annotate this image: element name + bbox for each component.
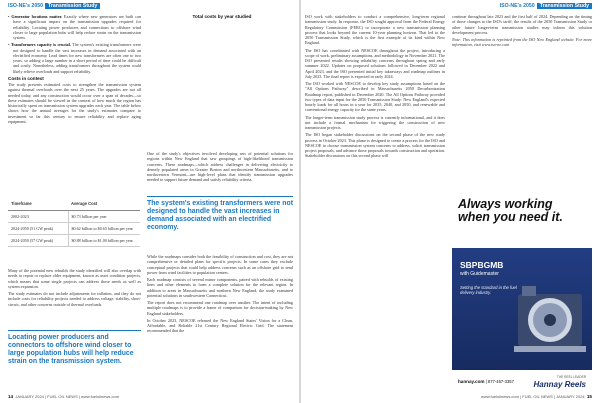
left-column (8, 14, 141, 126)
table-cell: 2024-2050 (57 GW peak) (8, 235, 68, 247)
paragraph: While the roadmaps consider both the feasibility of construction and cost, they are not comprehensive or detailed plans for specific projects. In some cases they exclude conceptual projects that could help address concerns such as an offshore grid to send power from wind facilities to population centers. (147, 254, 293, 275)
middle-column-continued (147, 254, 293, 336)
hannay-reels-advertisement[interactable] (452, 190, 592, 392)
right-column (305, 14, 445, 161)
right-column-2 (452, 14, 592, 50)
table-cell: 2002-2023 (8, 211, 68, 223)
left-column-continued (8, 268, 141, 309)
total-costs-chart (147, 21, 293, 148)
pull-quote-middle: The system's existing transformers were not designed to handle the vast increases in demand associated with an electrified economy. (147, 196, 293, 232)
paragraph: The longer-term transmission study process is currently informational, and it does not include a formal mechanism for triggering the construction of new transmission projects. (305, 114, 445, 130)
running-header-right: ISO-NE's 2050 Transmission Study (500, 3, 592, 9)
table-row (8, 235, 140, 247)
bullet-generator-locations: • Generator locations matter. Exactly where new generators are built can have a significant impact on the transmission upgrades required for reliability. Locating power producers and connections to offshore wind closer to large population hubs will help reduce strain on the transmission system. (8, 14, 141, 40)
ad-contact[interactable]: hannay.com | 877-467-3357 (458, 378, 514, 384)
paragraph: continue throughout late 2023 and the first half of 2024. Depending on the timing of those changes to the ISO's tariff, the results of the 2050 Transmission Study or other future longer-term transmission studies may inform this solution development process. (452, 14, 592, 35)
paragraph: The study estimates do not include adjustments for inflation, and they do not include costs for reliability projects needed to address voltage, stability, short-circuit, and other concerns outside of thermal overloads. (8, 291, 141, 307)
note: Note: This information is reprinted from the ISO New England website. For more information, visit www.iso-ne.com (452, 37, 592, 48)
ad-model: SBPBGMB (460, 260, 504, 270)
bullet-transformers: • Transformers capacity is crucial. The system's existing transformers were not designed to handle the vast increases in demand associated with an electrified economy. Lead times for new transformers are often one to two years, so adding a large number in a short period of time could be difficult and costly. Nonetheless, adding transformers throughout the system could likely relieve overloads and support reliability. (8, 42, 141, 74)
paragraph: In October 2023, NESCOE released the New England States' Vision for a Clean, Affordable, and Reliable 21st Century Regional Electric Grid. The statement recommended that the (147, 317, 293, 334)
paragraph: ISO work with stakeholders to conduct a comprehensive, long-term regional transmission study. In response, the ISO sought approval from the Federal Energy Regulatory Commission (FERC) to incorporate a new transmission planning process that looks beyond the current 10-year planning horizon. That led to the 2050 Transmission Study, which is the first example of its kind within New England. (305, 14, 445, 46)
hose-reel-image (512, 276, 588, 366)
footer-right: www.fueloilnews.com | FUEL OIL NEWS | JANUARY 2024 15 (480, 394, 592, 399)
hannay-logo: THE REEL LEADER Hannay Reels (533, 375, 586, 389)
paragraph: The ISO worked with NESCOE to develop key study assumptions based on the "All Options Pathway" described in Massachusetts 2050 Decarbonization Roadmap report, published in December 2020. The All Options Pathway provided two types of data input for the 2050 Transmission Study: New England's expected hourly loads for all hours in a year for 2035, 2040, and 2050, and renewable and conventional energy capacity for the same years. (305, 81, 445, 113)
paragraph: The ISO began stakeholder discussions on the second phase of the new study process in October 2023. This phase is designed to create a process for the ISO and NESCOE to choose transmission system concerns to address, solicit transmission project proposals, and advance those proposals towards construction and operation. Stakeholder discussions on this second phase will (305, 132, 445, 159)
ad-headline-area (452, 190, 592, 248)
table-header: Average Cost (68, 197, 140, 211)
costs-heading: Costs in context (8, 75, 44, 81)
table-cell: $0.73 billion per year (68, 211, 140, 223)
paragraph: The ISO has coordinated with NESCOE throughout the project, introducing a scope of work, preliminary assumptions, and methodology in November 2021. The ISO presented results showing reliability concerns throughout spring and early summer 2022. Updates on proposed solutions followed in December 2022 and April 2023, and the ISO presented initial key takeaways and roadmap outlines in July 2023. The final report is expected in early 2024. (305, 47, 445, 79)
running-header-left: ISO-NE's 2050 Transmission Study (8, 3, 100, 9)
ad-footer (452, 370, 592, 392)
ad-headline: Always working when you need it. (458, 197, 563, 224)
costs-paragraph: The study presents estimated costs to strengthen the transmission system against thermal overloads over the next 25 years. The upgrades are not all needed today, and any construction would occur over a span of decades—so these estimates should be viewed in the context of how much the region has historically spent on transmission system upgrades each year. The table below shows how the annual averages for the study's estimates compare to investment so far this century to ensure reliability and replace aging equipment. (8, 82, 141, 124)
table-cell: 2024-2050 (51 GW peak) (8, 223, 68, 235)
table-row (8, 211, 140, 223)
table-cell: $0.62 billion to $0.65 billion per year (68, 223, 140, 235)
paragraph: One of the study's objectives involved developing sets of potential solutions for regions within New England that saw groupings of high-likelihood transmission concerns. These roadmaps—which address challenges in delivering electricity to densely populated areas in Greater Boston and northwestern Massachusetts, and to northwestern Vermont—are high-level plans that identify transmission upgrades needed to support future demand and satisfy reliability criteria. (147, 151, 293, 183)
paragraph: Many of the potential new rebuilds the study identified will also overlap with needs to repair or replace older equipment, known as asset condition projects, which means that some single projects can address those needs as well as system expansion. (8, 268, 141, 289)
page-gutter (299, 0, 301, 403)
ad-tagline: Setting the standard in the fuel delivery industry. (460, 285, 517, 296)
chart-title: Total costs by year studied (192, 14, 252, 19)
middle-column (147, 151, 293, 185)
footer-left: 14 JANUARY 2024 | FUEL OIL NEWS | www.fueloilnews.com (8, 394, 120, 399)
pull-quote-left: Locating power producers and connectors to offshore wind closer to large population hubs will help reduce strain on the transmission system. (8, 330, 141, 366)
paragraph: Each roadmap consists of several minor components, paired with rebuilds of existing lines and other elements to form a complete solution for the relevant region. In addition to areas in Massachusetts and northern New England, the study examined potential solutions in southwestern Connecticut. (147, 277, 293, 298)
table-row (8, 223, 140, 235)
ad-model-sub: with Guidemaster (460, 271, 499, 277)
cost-table (8, 197, 140, 247)
table-header: Timeframe (8, 197, 68, 211)
paragraph: The report does not recommend one roadmap over another. The intent of including multiple roadmaps is to provide a frame of comparison for decision-making by New England stakeholders. (147, 300, 293, 316)
table-cell: $0.88 billion to $1.00 billion per year (68, 235, 140, 247)
